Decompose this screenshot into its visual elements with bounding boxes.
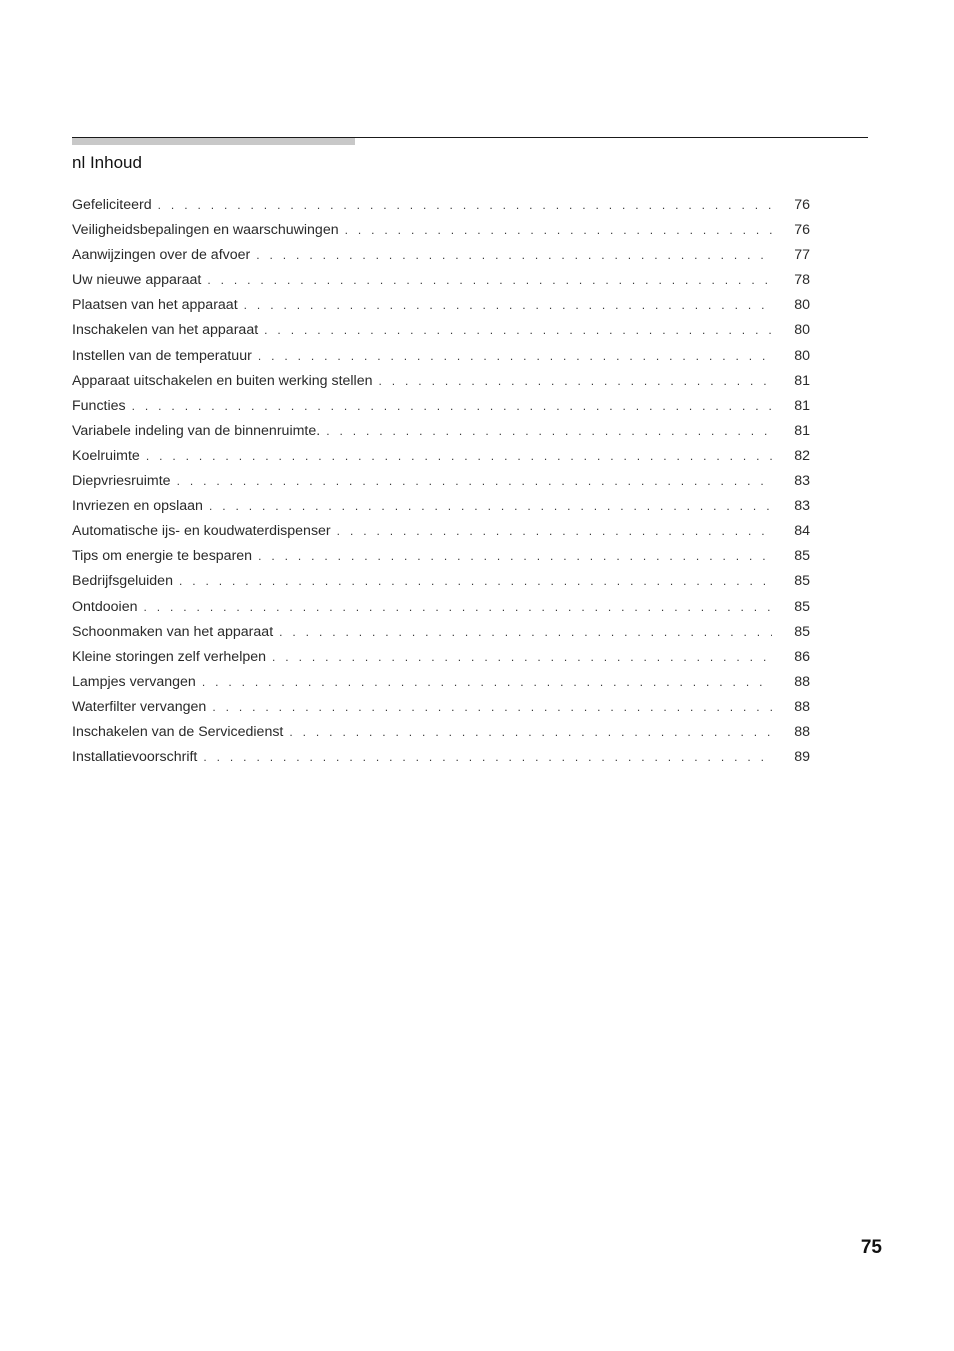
toc-entry[interactable]: [72, 243, 810, 268]
toc-entry-page: 88: [794, 673, 810, 690]
toc-entry[interactable]: [72, 419, 810, 444]
toc-entry[interactable]: [72, 318, 810, 343]
toc-dot-leader: [158, 193, 772, 218]
toc-dot-leader: [337, 519, 772, 544]
toc-entry-page: 77: [794, 247, 810, 264]
toc-entry-label: Functies: [72, 397, 126, 414]
toc-entry-page: 83: [794, 473, 810, 490]
toc-entry-label: Automatische ijs- en koudwaterdispenser: [72, 523, 331, 540]
toc-entry-label: Uw nieuwe apparaat: [72, 272, 202, 289]
table-of-contents: [72, 193, 810, 770]
toc-entry[interactable]: [72, 218, 810, 243]
toc-entry-page: 76: [794, 197, 810, 213]
toc-entry[interactable]: [72, 745, 810, 770]
toc-dot-leader: [202, 670, 772, 695]
toc-entry[interactable]: [72, 519, 810, 544]
toc-entry-page: 84: [794, 523, 810, 540]
toc-dot-leader: [132, 394, 772, 419]
toc-dot-leader: [264, 318, 772, 343]
toc-dot-leader: [289, 720, 772, 745]
toc-entry-page: 81: [794, 397, 810, 414]
toc-dot-leader: [177, 469, 772, 494]
toc-dot-leader: [179, 569, 772, 594]
toc-entry[interactable]: [72, 569, 810, 594]
toc-dot-leader: [258, 544, 772, 569]
toc-entry-page: 82: [794, 447, 810, 464]
toc-entry-page: 81: [794, 372, 810, 389]
toc-entry[interactable]: [72, 494, 810, 519]
toc-dot-leader: [203, 745, 772, 770]
toc-entry-page: 76: [794, 222, 810, 239]
toc-entry-page: 85: [794, 573, 810, 590]
toc-dot-leader: [244, 293, 772, 318]
toc-dot-leader: [207, 268, 772, 293]
toc-entry[interactable]: [72, 193, 810, 218]
toc-dot-leader: [212, 695, 772, 720]
toc-entry-label: Schoonmaken van het apparaat: [72, 623, 274, 640]
toc-entry-label: Kleine storingen zelf verhelpen: [72, 648, 267, 665]
toc-entry-page: 80: [794, 297, 810, 314]
toc-entry-page: 78: [794, 272, 810, 289]
toc-entry-label: Apparaat uitschakelen en buiten werking stellen: [72, 372, 373, 389]
toc-entry-label: Koelruimte: [72, 447, 140, 464]
toc-dot-leader: [143, 595, 772, 620]
toc-entry-page: 89: [794, 749, 810, 766]
toc-dot-leader: [326, 419, 772, 444]
toc-entry[interactable]: [72, 444, 810, 469]
toc-dot-leader: [146, 444, 772, 469]
toc-entry-label: Invriezen en opslaan: [72, 498, 203, 515]
page-title: nl Inhoud: [72, 153, 142, 172]
toc-entry[interactable]: [72, 695, 810, 720]
toc-entry[interactable]: [72, 369, 810, 394]
toc-entry-page: 86: [794, 648, 810, 665]
toc-entry[interactable]: [72, 394, 810, 419]
toc-entry-label: Ontdooien: [72, 598, 138, 615]
toc-entry-page: 88: [794, 698, 810, 715]
toc-entry-label: Inschakelen van de Servicedienst: [72, 723, 284, 740]
toc-entry-label: Variabele indeling van de binnenruimte.: [72, 422, 321, 439]
toc-entry-label: Installatievoorschrift: [72, 749, 198, 766]
toc-entry[interactable]: [72, 293, 810, 318]
toc-entry[interactable]: [72, 268, 810, 293]
toc-entry-label: Plaatsen van het apparaat: [72, 297, 238, 314]
toc-entry-label: Veiligheidsbepalingen en waarschuwingen: [72, 222, 339, 239]
toc-dot-leader: [379, 369, 773, 394]
toc-entry[interactable]: [72, 544, 810, 569]
toc-dot-leader: [209, 494, 772, 519]
toc-entry-label: Waterfilter vervangen: [72, 698, 207, 715]
toc-dot-leader: [279, 620, 772, 645]
toc-entry-page: 81: [794, 422, 810, 439]
toc-entry-label: Gefeliciteerd: [72, 197, 152, 213]
toc-entry[interactable]: [72, 595, 810, 620]
toc-entry-label: Inschakelen van het apparaat: [72, 322, 259, 339]
toc-entry-page: 85: [794, 623, 810, 640]
toc-entry-label: Instellen van de temperatuur: [72, 347, 252, 364]
toc-entry-label: Diepvriesruimte: [72, 473, 171, 490]
toc-entry-label: Aanwijzingen over de afvoer: [72, 247, 251, 264]
toc-entry[interactable]: [72, 645, 810, 670]
toc-entry-page: 85: [794, 598, 810, 615]
toc-entry[interactable]: [72, 720, 810, 745]
toc-dot-leader: [345, 218, 772, 243]
toc-dot-leader: [258, 344, 772, 369]
toc-entry[interactable]: [72, 469, 810, 494]
toc-entry[interactable]: [72, 344, 810, 369]
header-accent-bar: [72, 138, 355, 145]
toc-entry[interactable]: [72, 670, 810, 695]
toc-entry-page: 83: [794, 498, 810, 515]
toc-dot-leader: [272, 645, 772, 670]
toc-entry-label: Bedrijfsgeluiden: [72, 573, 173, 590]
toc-entry[interactable]: [72, 620, 810, 645]
toc-dot-leader: [256, 243, 772, 268]
toc-entry-label: Lampjes vervangen: [72, 673, 196, 690]
toc-entry-page: 80: [794, 347, 810, 364]
toc-entry-page: 80: [794, 322, 810, 339]
toc-entry-page: 85: [794, 548, 810, 565]
toc-entry-page: 88: [794, 723, 810, 740]
page-number: 75: [860, 1237, 882, 1258]
toc-entry-label: Tips om energie te besparen: [72, 548, 253, 565]
